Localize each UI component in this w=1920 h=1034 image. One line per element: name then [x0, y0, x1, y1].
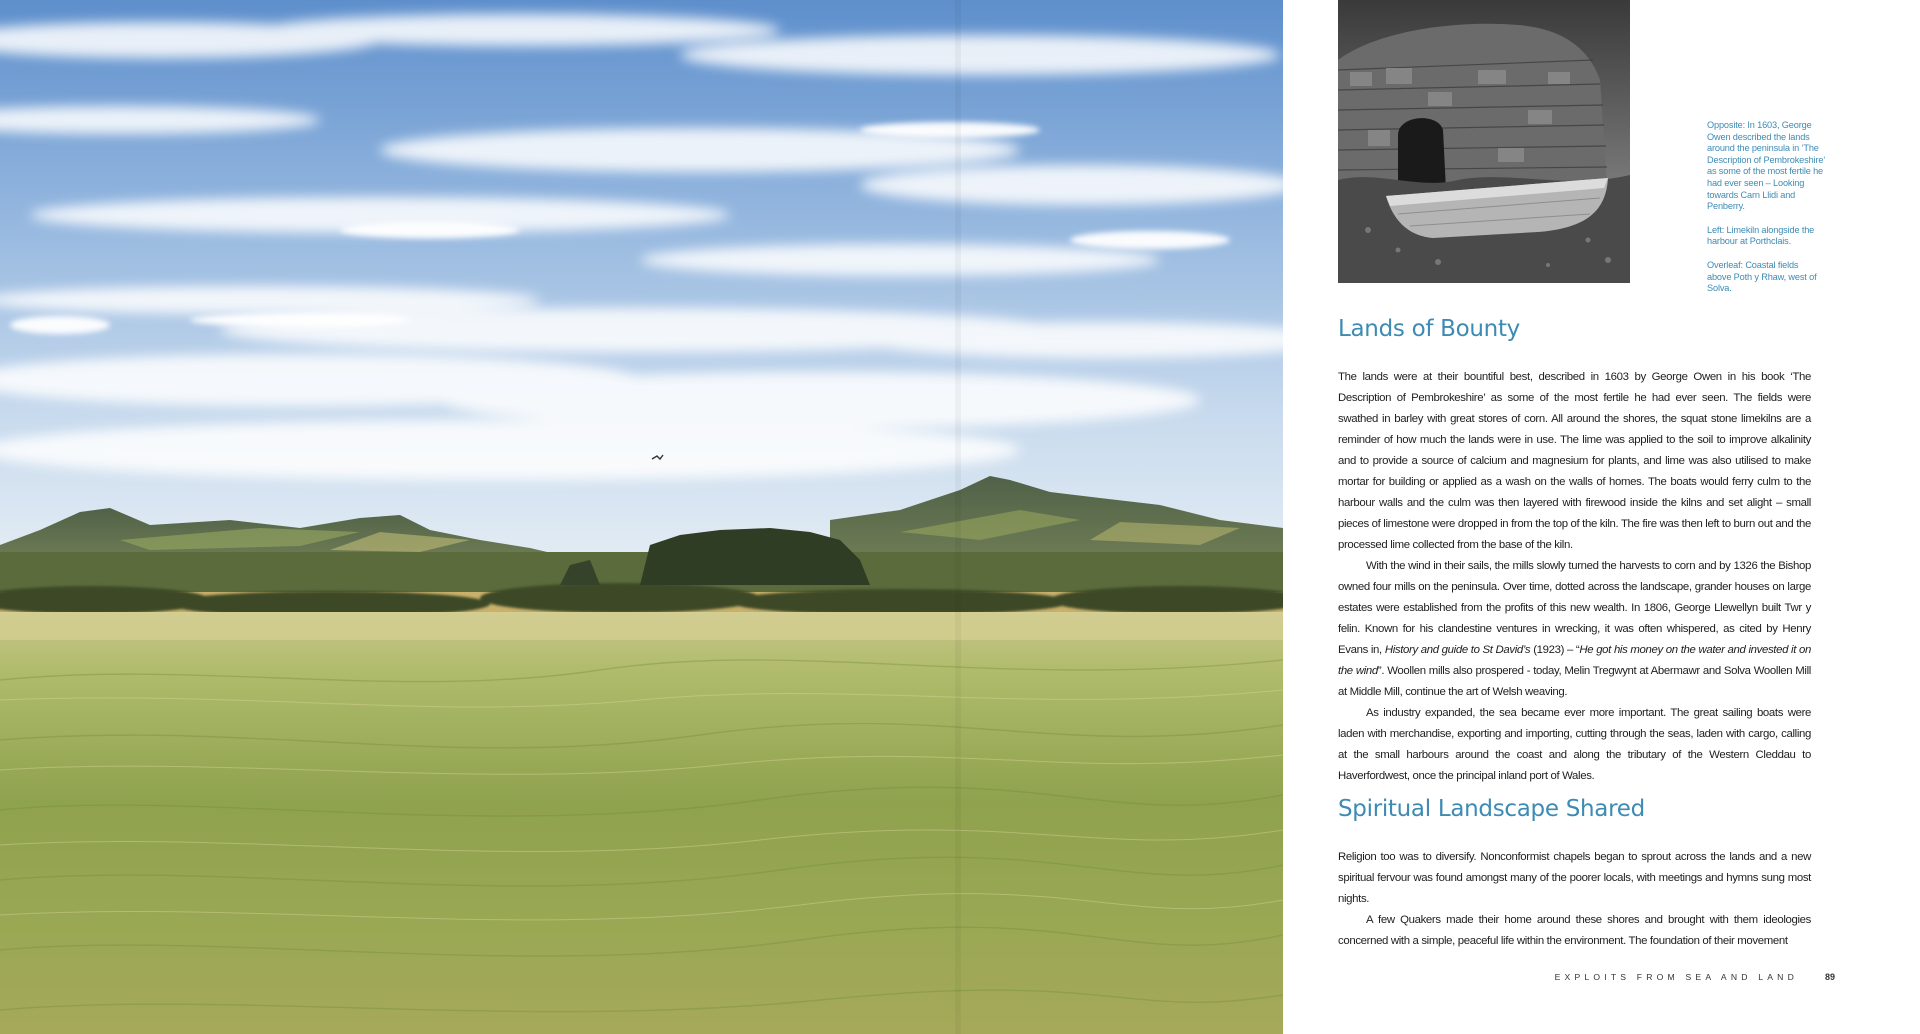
- paragraph: A few Quakers made their home around these shores and brought with them ideologies concerned with a simple, peaceful life within the environment. The foundation of their movement: [1338, 914, 1811, 947]
- paragraph: Religion too was to diversify. Nonconformist chapels began to sprout across the lands and a new spiritual fervour was found amongst many of the poorer locals, with meetings and hymns sung most nights.: [1338, 851, 1811, 905]
- text-span: ”. Woollen mills also prospered - today, Melin Tregwynt at Abermawr and Solva Woollen Mill at Middle Mill, continue the art of Welsh weaving.: [1338, 665, 1811, 698]
- running-footer-title: EXPLOITS FROM SEA AND LAND: [1554, 972, 1798, 982]
- caption-opposite: Opposite: In 1603, George Owen described the lands around the peninsula in ‘The Description of Pembrokeshire’ as some of the most fertile he had ever seen – Looking towards Carn Llidi and Penberry.: [1707, 120, 1825, 212]
- paragraph: As industry expanded, the sea became ever more important. The great sailing boats were laden with merchandise, exporting and importing, cutting through the seas, laden with cargo, calling at the small harbours around the coast and along the tributary of the Western Cleddau to Haverfordwest, once the principal inland port of Wales.: [1338, 707, 1811, 782]
- limekiln-boat-image: [1338, 0, 1630, 283]
- paragraph: The lands were at their bountiful best, described in 1603 by George Owen in his book ‘The Description of Pembrokeshire’ as some of the most fertile he had ever seen. The fields were swathed in barley with great stores of corn. All around the shores, the squat stone limekilns are a reminder of how much the lands were in use. The lime was applied to the soil to improve alkalinity and to provide a source of calcium and magnesium for plants, and lime was also utilised to make mortar for building or applied as a wash on the walls of homes. The boats would ferry culm to the harbour walls and the culm was then layered with firewood inside the kilns and set alight – small pieces of limestone were dropped in from the top of the kiln. The fire was then left to burn out and the processed lime collected from the base of the kiln.: [1338, 371, 1811, 551]
- caption-left: Left: Limekiln alongside the harbour at Porthclais.: [1707, 224, 1815, 247]
- limekiln-photo: [1338, 0, 1630, 283]
- text-span: (1923) – “: [1530, 644, 1580, 656]
- text-page: [1283, 0, 1920, 1034]
- photo-caption: [1707, 120, 1825, 307]
- paragraph: [1338, 556, 1811, 703]
- page-number: 89: [1824, 972, 1835, 982]
- caption-overleaf: Overleaf: Coastal fields above Poth y Rhaw, west of Solva.: [1707, 259, 1817, 294]
- book-title: History and guide to St David’s: [1384, 644, 1531, 656]
- section-body-lands-of-bounty: [1338, 367, 1811, 787]
- quotation: He got his money on the water and invested it on the wind: [1338, 644, 1811, 677]
- section-heading-lands-of-bounty: Lands of Bounty: [1338, 316, 1520, 342]
- text-span: With the wind in their sails, the mills slowly turned the harvests to corn and by 1326 the Bishop owned four mills on the peninsula. Over time, dotted across the landscape, grander houses on large estates were established from the profits of this new wealth. In 1806, George Llewellyn built Twr y felin. Known for his clandestine ventures in wrecking, it was often whispered, as cited by Henry Evans in,: [1338, 560, 1811, 656]
- section-heading-spiritual-landscape: Spiritual Landscape Shared: [1338, 796, 1645, 822]
- section-body-spiritual-landscape: [1338, 847, 1811, 952]
